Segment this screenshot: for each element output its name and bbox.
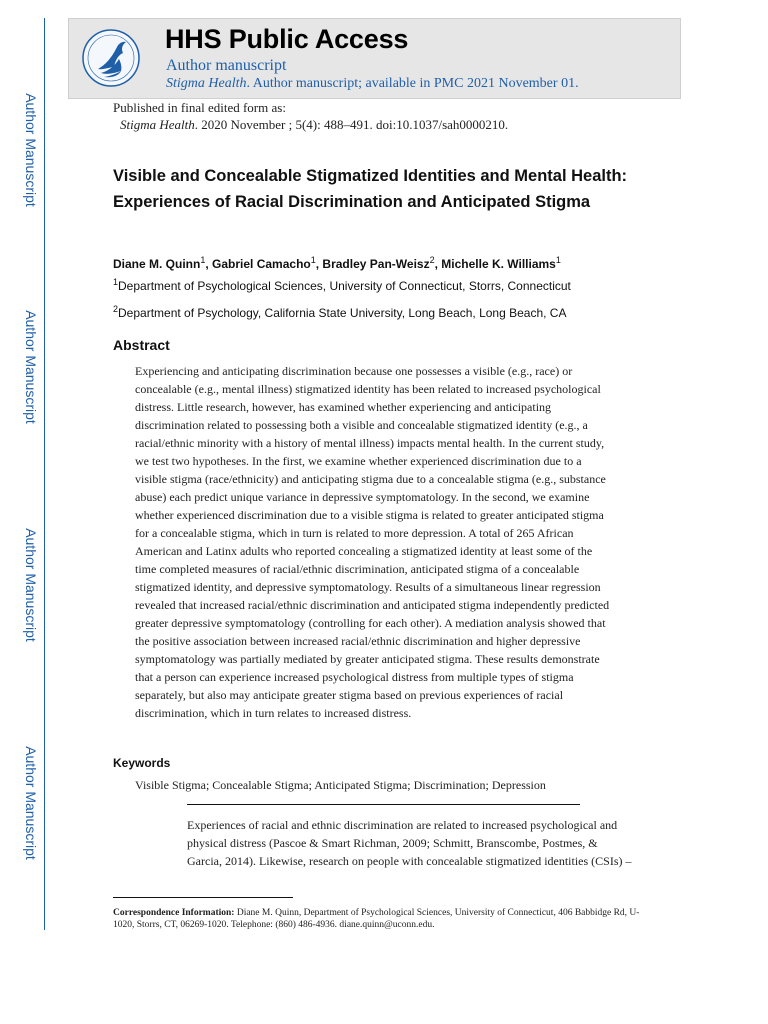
abstract-body	[135, 362, 647, 722]
author-name: Bradley Pan-Weisz	[322, 257, 430, 271]
abstract-line: stigmatized identity, and depressive symptomatology. Results of a simultaneous linear regression	[135, 580, 601, 594]
affiliation-2: $^2$Department of Psychology, California State University, Long Beach, Long Beach, CA	[113, 304, 567, 320]
hhs-banner	[68, 18, 681, 99]
margin-rule	[44, 18, 45, 930]
author-name: Gabriel Camacho	[212, 257, 311, 271]
abstract-line: for a concealable stigma, which in turn is related to more depression. A total of 265 African	[135, 526, 574, 540]
hhs-eagle-logo-icon	[81, 25, 141, 91]
abstract-line: whether experienced discrimination due to a visible stigma is related to greater anticipated stigma	[135, 508, 604, 522]
affiliation-1: $^1$Department of Psychological Sciences, University of Connecticut, Storrs, Connecticut	[113, 277, 571, 293]
abstract-line: abuse) each predict unique variance in depressive symptomatology. In the second, we examine	[135, 490, 590, 504]
body-line: Experiences of racial and ethnic discrimination are related to increased psychological and	[187, 818, 618, 832]
abstract-line: the positive association between increased racial/ethnic discrimination and higher depressive	[135, 634, 581, 648]
body-line: Garcia, 2014). Likewise, research on people with concealable stigmatized identities (CSIs) –	[187, 854, 632, 868]
article-title: Visible and Concealable Stigmatized Identities and Mental Health: Experiences of Racial Discrimination and Anticipated Stigma	[113, 167, 628, 211]
banner-title: HHS Public Access	[165, 24, 409, 54]
correspondence-footnote: Correspondence Information: Diane M. Quinn, Department of Psychological Sciences, University of Connecticut, 406 Babbidge Rd, U-1020, Storrs, CT, 06269-1020. Telephone: (860) 486-4936. diane.quinn@uconn.edu.	[113, 908, 640, 930]
author-list: Diane M. Quinn$^1$, Gabriel Camacho$^1$, Bradley Pan-Weisz$^2$, Michelle K. Williams$^1$	[113, 255, 561, 271]
abstract-line: distress. Little research, however, has examined whether experiencing and anticipating	[135, 400, 552, 414]
abstract-line: discrimination related to possessing both a visible and concealable stigmatized identity (e.g., a	[135, 418, 588, 432]
keywords-heading: Keywords	[113, 756, 171, 770]
abstract-line: greater depressive symptomatology (controlling for each other). A mediation analysis showed that	[135, 616, 606, 630]
published-label: Published in final edited form as:	[113, 100, 286, 115]
footnote-divider	[113, 897, 293, 898]
abstract-line: concealable (e.g., mental illness) stigmatized identity has been related to increased psychological	[135, 382, 601, 396]
abstract-line: revealed that increased racial/ethnic discrimination and anticipated stigma independently predicted	[135, 598, 610, 612]
banner-citation: Stigma Health. Author manuscript; available in PMC 2021 November 01.	[166, 76, 579, 91]
banner-subtitle: Author manuscript	[166, 57, 287, 74]
abstract-line: symptomatology was partially mediated by greater anticipated stigma. These results demonstrate	[135, 652, 600, 666]
abstract-line: visible stigma (race/ethnicity) and anticipating stigma due to a concealable stigma (e.g., substance	[135, 472, 606, 486]
abstract-line: that a person can experience increased psychological distress from multiple types of stigma	[135, 670, 574, 684]
author-name: Diane M. Quinn	[113, 257, 201, 271]
abstract-line: we test two hypotheses. In the first, we examine whether experienced discrimination due to a	[135, 454, 582, 468]
abstract-line: American and Latinx adults who reported concealing a stigmatized identity at least some of the	[135, 544, 593, 558]
abstract-line: racial/ethnic minority with a history of mental illness) impacts mental health. In the current study,	[135, 436, 605, 450]
body-line: physical distress (Pascoe & Smart Richman, 2009; Schmitt, Branscombe, Postmes, &	[187, 836, 598, 850]
author-name: Michelle K. Williams	[441, 257, 556, 271]
abstract-line: Experiencing and anticipating discrimination because one possesses a visible (e.g., race) or	[135, 364, 573, 378]
body-paragraph	[187, 816, 657, 870]
keywords-list: Visible Stigma; Concealable Stigma; Anticipated Stigma; Discrimination; Depression	[135, 778, 546, 792]
abstract-line: discrimination, which in turn relates to increased distress.	[135, 706, 412, 720]
abstract-line: time completed measures of racial/ethnic discrimination, anticipated stigma of a concealable	[135, 562, 580, 576]
abstract-heading: Abstract	[113, 337, 170, 353]
abstract-line: separately, but also may anticipate greater stigma based on previous experiences of racial	[135, 688, 564, 702]
published-reference: Stigma Health. 2020 November ; 5(4): 488–491. doi:10.1037/sah0000210.	[120, 117, 509, 132]
section-divider	[187, 804, 580, 805]
